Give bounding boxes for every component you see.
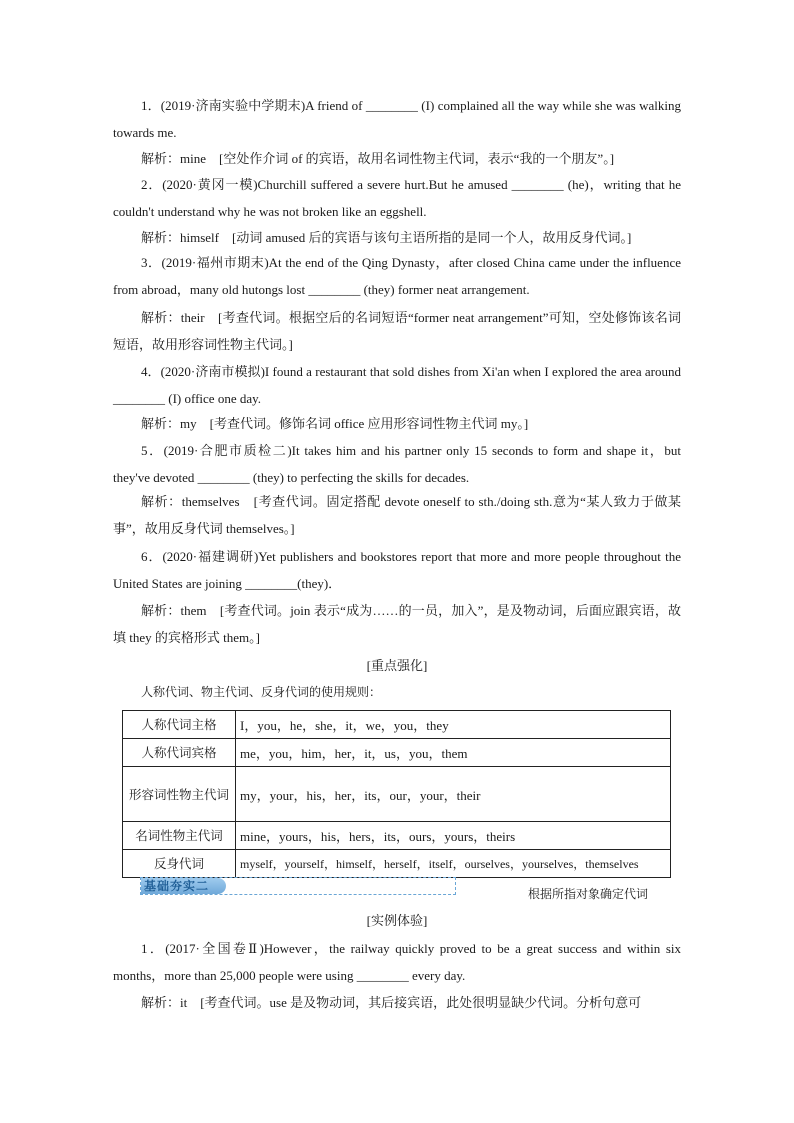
answer-4: 解析：my [考查代词。修饰名词 office 应用形容词性物主代词 my。] bbox=[141, 416, 529, 431]
question-3: 3．(2019·福州市期末)At the end of the Qing Dynasty，after closed China came under the influence from abroad，many old hutongs lost ________ (they) former neat arrangement. bbox=[113, 255, 681, 297]
table-header-cell: 人称代词宾格 bbox=[123, 739, 236, 767]
table-value-cell: myself，yourself，himself，herself，itself，ourselves，yourselves，themselves bbox=[236, 850, 671, 878]
table-row bbox=[123, 822, 671, 850]
section-title: [重点强化] bbox=[366, 658, 428, 673]
table-row bbox=[123, 850, 671, 878]
rule-intro: 人称代词、物主代词、反身代词的使用规则： bbox=[141, 685, 382, 699]
table-row bbox=[123, 739, 671, 767]
answer-1: 解析：mine [空处作介词 of 的宾语，故用名词性物主代词，表示“我的一个朋友”。] bbox=[141, 151, 615, 166]
example-question-1: 1．(2017·全国卷Ⅱ)However，the railway quickly proved to be a great success and within six months，more than 25,000 people were using ________ every day. bbox=[113, 941, 681, 983]
answer-3: 解析：their [考查代词。根据空后的名词短语“former neat arrangement”可知，空处修饰该名词短语，故用形容词性物主代词。] bbox=[113, 310, 681, 352]
example-title: [实例体验] bbox=[366, 913, 428, 928]
question-2: 2．(2020·黄冈一模)Churchill suffered a severe hurt.But he amused ________ (he)，writing that he couldn't understand why he was not broken like an eggshell. bbox=[113, 177, 681, 219]
answer-6: 解析：them [考查代词。join 表示“成为……的一员，加入”，是及物动词，后面应跟宾语，故填 they 的宾格形式 them。] bbox=[113, 603, 681, 645]
table-value-cell: I，you，he，she，it，we，you，they bbox=[236, 711, 671, 739]
table-row bbox=[123, 711, 671, 739]
table-value-cell: mine，yours，his，hers，its，ours，yours，theirs bbox=[236, 822, 671, 850]
table-header-cell: 名词性物主代词 bbox=[123, 822, 236, 850]
table-value-cell: me，you，him，her，it，us，you，them bbox=[236, 739, 671, 767]
table-header-cell: 形容词性物主代词 bbox=[123, 767, 236, 822]
table-value-cell: my，your，his，her，its，our，your，their bbox=[236, 767, 671, 822]
question-4: 4．(2020·济南市模拟)I found a restaurant that sold dishes from Xi'an when I explored the area around ________ (I) office one day. bbox=[113, 364, 681, 406]
banner-subtitle: 根据所指对象确定代词 bbox=[528, 887, 649, 901]
question-1: 1．(2019·济南实验中学期末)A friend of ________ (I) complained all the way while she was walking towards me. bbox=[113, 98, 681, 140]
answer-2: 解析：himself [动词 amused 后的宾语与该句主语所指的是同一个人，故用反身代词。] bbox=[141, 230, 632, 245]
table-row bbox=[123, 767, 671, 822]
question-5: 5．(2019·合肥市质检二)It takes him and his partner only 15 seconds to form and shape it，but they've devoted ________ (they) to perfecting the skills for decades. bbox=[113, 443, 681, 485]
question-6: 6．(2020·福建调研)Yet publishers and bookstores report that more and more people throughout the United States are joining ________(they)． bbox=[113, 549, 681, 591]
banner-tag: 基础夯实二 bbox=[141, 878, 226, 894]
pronoun-table bbox=[122, 710, 671, 878]
section-banner bbox=[140, 877, 456, 895]
table-header-cell: 反身代词 bbox=[123, 850, 236, 878]
example-answer-1: 解析：it [考查代词。use 是及物动词，其后接宾语，此处很明显缺少代词。分析句意可 bbox=[141, 995, 642, 1010]
answer-5: 解析：themselves [考查代词。固定搭配 devote oneself to sth./doing sth.意为“某人致力于做某事”，故用反身代词 themselves。] bbox=[113, 494, 681, 536]
table-header-cell: 人称代词主格 bbox=[123, 711, 236, 739]
